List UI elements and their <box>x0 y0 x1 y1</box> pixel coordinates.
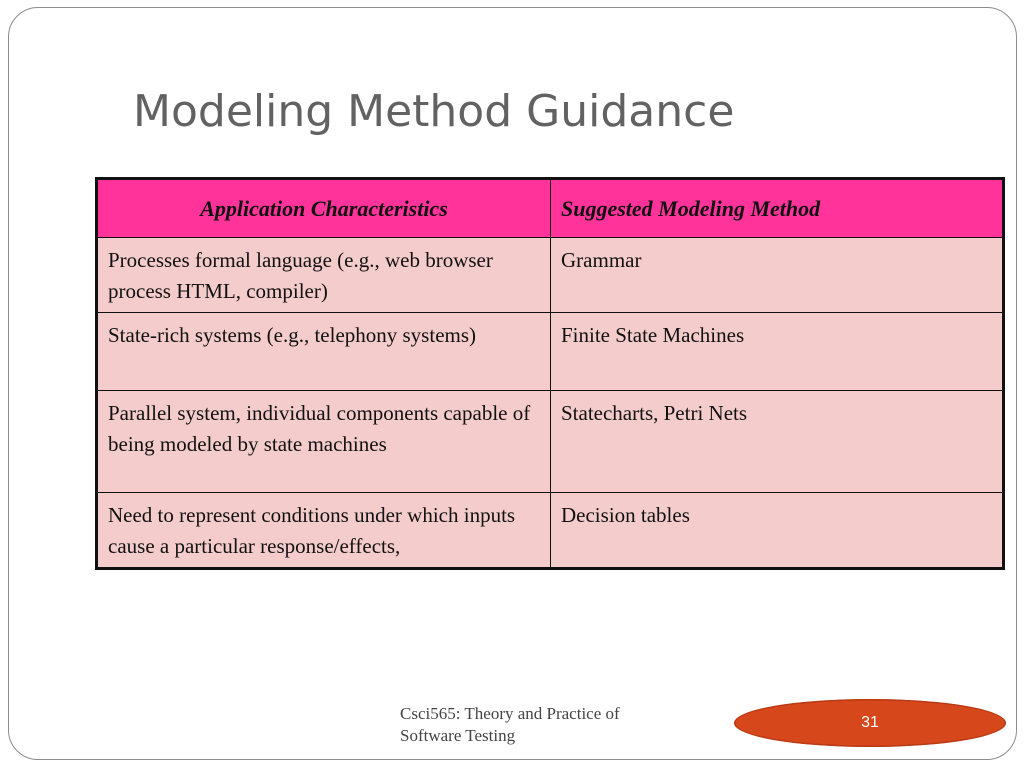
table-cell-characteristic: Need to represent conditions under which inputs cause a particular response/effects, <box>97 493 551 569</box>
footer-line-1: Csci565: Theory and Practice of <box>400 704 620 723</box>
table-row <box>97 313 1004 391</box>
table-cell-characteristic: State-rich systems (e.g., telephony systems) <box>97 313 551 391</box>
table-cell-method: Grammar <box>551 238 1004 313</box>
table-cell-characteristic: Parallel system, individual components capable of being modeled by state machines <box>97 391 551 493</box>
table-cell-method: Decision tables <box>551 493 1004 569</box>
header-application-characteristics: Application Characteristics <box>97 179 551 238</box>
table-cell-method: Finite State Machines <box>551 313 1004 391</box>
slide-title: Modeling Method Guidance <box>133 86 735 137</box>
table-cell-characteristic: Processes formal language (e.g., web browser process HTML, compiler) <box>97 238 551 313</box>
table-row <box>97 391 1004 493</box>
table-row <box>97 238 1004 313</box>
table-cell-method: Statecharts, Petri Nets <box>551 391 1004 493</box>
footer-line-2: Software Testing <box>400 726 516 745</box>
slide-footer <box>400 703 690 747</box>
table-row <box>97 493 1004 569</box>
header-suggested-modeling-method: Suggested Modeling Method <box>551 179 1004 238</box>
page-number: 31 <box>861 714 879 731</box>
table-header-row <box>97 179 1004 238</box>
guidance-table <box>95 177 1005 570</box>
